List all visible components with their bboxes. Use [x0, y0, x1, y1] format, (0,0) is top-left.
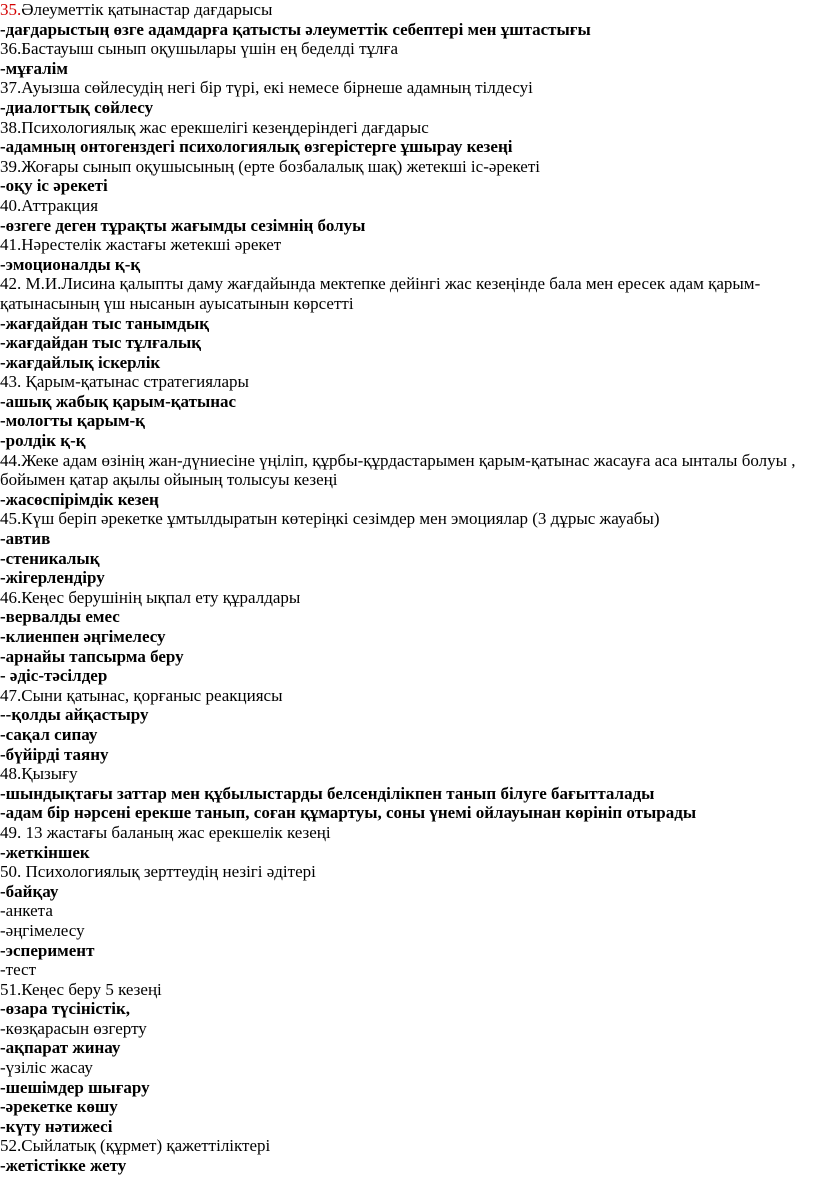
line-text: -жағдайдан тыс тұлғалық	[0, 333, 202, 353]
answer-line	[0, 314, 800, 334]
line-text: --қолды айқастыру	[0, 705, 149, 725]
line-text: -ақпарат жинау	[0, 1038, 121, 1058]
line-text: 37.Ауызша сөйлесудің негі бір түрі, екі немесе бірнеше адамның тілдесуі	[0, 78, 533, 98]
line-text: -сақал сипау	[0, 724, 98, 744]
question-line	[0, 0, 800, 20]
question-line	[0, 1058, 800, 1078]
answer-line	[0, 1156, 800, 1176]
answer-line	[0, 98, 800, 118]
answer-line	[0, 666, 800, 686]
line-text: -стеникалық	[0, 548, 100, 568]
line-text: -күту нәтижесі	[0, 1116, 113, 1136]
line-text: -жетістікке жету	[0, 1156, 127, 1176]
line-text: -әрекетке көшу	[0, 1097, 118, 1117]
question-line	[0, 980, 800, 1000]
answer-line	[0, 1038, 800, 1058]
answer-line	[0, 1097, 800, 1117]
line-text: -жігерлендіру	[0, 568, 105, 588]
line-text: -бүйірді таяну	[0, 744, 109, 764]
question-line	[0, 588, 800, 608]
answer-line	[0, 627, 800, 647]
question-line	[0, 470, 800, 490]
answer-line	[0, 725, 800, 745]
answer-line	[0, 216, 800, 236]
line-text: -шешімдер шығару	[0, 1077, 150, 1097]
question-number: 35.	[0, 0, 22, 19]
question-line	[0, 823, 800, 843]
line-text: 49. 13 жастағы баланың жас ерекшелік кезеңі	[0, 822, 331, 842]
question-line	[0, 274, 800, 294]
answer-line	[0, 705, 800, 725]
question-line	[0, 39, 800, 59]
line-text: -эсперимент	[0, 940, 95, 960]
answer-line	[0, 941, 800, 961]
line-text: -шындықтағы заттар мен құбылыстарды белсенділікпен танып білуге бағытталады	[0, 783, 655, 803]
line-text: -үзіліс жасау	[0, 1058, 93, 1078]
answer-line	[0, 431, 800, 451]
question-line	[0, 686, 800, 706]
question-line	[0, 921, 800, 941]
line-text: 50. Психологиялық зерттеудің незігі әдітері	[0, 862, 316, 882]
line-text: 40.Аттракция	[0, 195, 99, 215]
line-text: бойымен қатар ақылы ойының толысуы кезеңі	[0, 470, 338, 490]
line-text: -диалогтық сөйлесу	[0, 97, 154, 117]
answer-line	[0, 784, 800, 804]
line-text: -ашық жабық қарым-қатынас	[0, 391, 237, 411]
answer-line	[0, 59, 800, 79]
line-text: 46.Кеңес берушінің ықпал ету құралдары	[0, 587, 301, 607]
line-text: 39.Жоғары сынып оқушысының (ерте бозбалалық шақ) жетекші іс-әрекеті	[0, 156, 540, 176]
line-text: -байқау	[0, 881, 59, 901]
question-line	[0, 372, 800, 392]
line-text: 41.Нәрестелік жастағы жетекші әрекет	[0, 235, 282, 255]
question-line	[0, 862, 800, 882]
line-text: қатынасының үш нысанын ауысатынын көрсетті	[0, 293, 354, 313]
question-line	[0, 901, 800, 921]
question-line	[0, 196, 800, 216]
line-text: -эмоционалды қ-қ	[0, 254, 141, 274]
line-text: 51.Кеңес беру 5 кезеңі	[0, 979, 162, 999]
answer-line	[0, 333, 800, 353]
answer-line	[0, 745, 800, 765]
line-text: -анкета	[0, 901, 53, 921]
answer-line	[0, 568, 800, 588]
answer-line	[0, 255, 800, 275]
question-line	[0, 1136, 800, 1156]
answer-line	[0, 999, 800, 1019]
question-line	[0, 118, 800, 138]
line-text: -тест	[0, 960, 37, 980]
line-text: 43. Қарым-қатынас стратегиялары	[0, 372, 249, 392]
answer-line	[0, 137, 800, 157]
line-text: -көзқарасын өзгерту	[0, 1018, 147, 1038]
answer-line	[0, 803, 800, 823]
line-text: 47.Сыни қатынас, қорғаныс реакциясы	[0, 685, 283, 705]
line-text: -адам бір нәрсені ерекше танып, соған құмартуы, соны үнемі ойлауынан көрініп отырады	[0, 803, 697, 823]
question-line	[0, 764, 800, 784]
answer-line	[0, 1117, 800, 1137]
question-line	[0, 509, 800, 529]
line-text: -оқу іс әрекеті	[0, 176, 108, 196]
line-text: -жағдайлық іскерлік	[0, 352, 161, 372]
question-line	[0, 157, 800, 177]
question-line	[0, 235, 800, 255]
line-text: 42. М.И.Лисина қалыпты даму жағдайында мектепке дейінгі жас кезеңінде бала мен ересек адам қарым-	[0, 274, 761, 294]
answer-line	[0, 20, 800, 40]
answer-line	[0, 647, 800, 667]
line-text: -жеткіншек	[0, 842, 90, 862]
answer-line	[0, 843, 800, 863]
answer-line	[0, 392, 800, 412]
line-text: -жасөспірімдік кезең	[0, 489, 159, 509]
line-text: -әңгімелесу	[0, 920, 85, 940]
line-text: -арнайы тапсырма беру	[0, 646, 184, 666]
line-text: -дағдарыстың өзге адамдарға қатысты әлеуметтік себептері мен ұштастығы	[0, 19, 591, 39]
answer-line	[0, 607, 800, 627]
question-line	[0, 78, 800, 98]
line-text: - әдіс-тәсілдер	[0, 666, 108, 686]
question-line	[0, 1019, 800, 1039]
line-text: -автив	[0, 529, 51, 549]
line-text: Әлеуметтік қатынастар дағдарысы	[21, 0, 273, 19]
answer-line	[0, 411, 800, 431]
answer-line	[0, 1078, 800, 1098]
line-text: -өзара түсіністік,	[0, 999, 130, 1019]
line-text: -адамның онтогенздегі психологиялық өзгерістерге ұшырау кезеңі	[0, 137, 513, 157]
answer-line	[0, 529, 800, 549]
line-text: 36.Бастауыш сынып оқушылары үшін ең беделді тұлға	[0, 39, 399, 59]
question-line	[0, 294, 800, 314]
answer-line	[0, 353, 800, 373]
line-text: -мұғалім	[0, 58, 68, 78]
line-text: -ролдік қ-қ	[0, 431, 86, 451]
line-text: 44.Жеке адам өзінің жан-дүниесіне үңіліп, құрбы-құрдастарымен қарым-қатынас жасауға аса ынталы болуы ,	[0, 450, 796, 470]
line-text: -клиенпен әңгімелесу	[0, 627, 166, 646]
line-text: 48.Қызығу	[0, 764, 78, 784]
line-text: -мологты қарым-қ	[0, 411, 145, 431]
answer-line	[0, 490, 800, 510]
question-line	[0, 451, 800, 471]
line-text: -жағдайдан тыс танымдық	[0, 313, 210, 333]
line-text: 38.Психологиялық жас ерекшелігі кезеңдеріндегі дағдарыс	[0, 117, 429, 137]
answer-line	[0, 176, 800, 196]
line-text: 52.Сыйлатық (құрмет) қажеттіліктері	[0, 1136, 271, 1156]
line-text: -вервалды емес	[0, 607, 120, 627]
line-text: -өзгеге деген тұрақты жағымды сезімнің болуы	[0, 215, 366, 235]
question-line	[0, 960, 800, 980]
answer-line	[0, 882, 800, 902]
answer-line	[0, 549, 800, 569]
line-text: 45.Күш беріп әрекетке ұмтылдыратын көтеріңкі сезімдер мен эмоциялар (3 дұрыс жауабы)	[0, 509, 660, 529]
